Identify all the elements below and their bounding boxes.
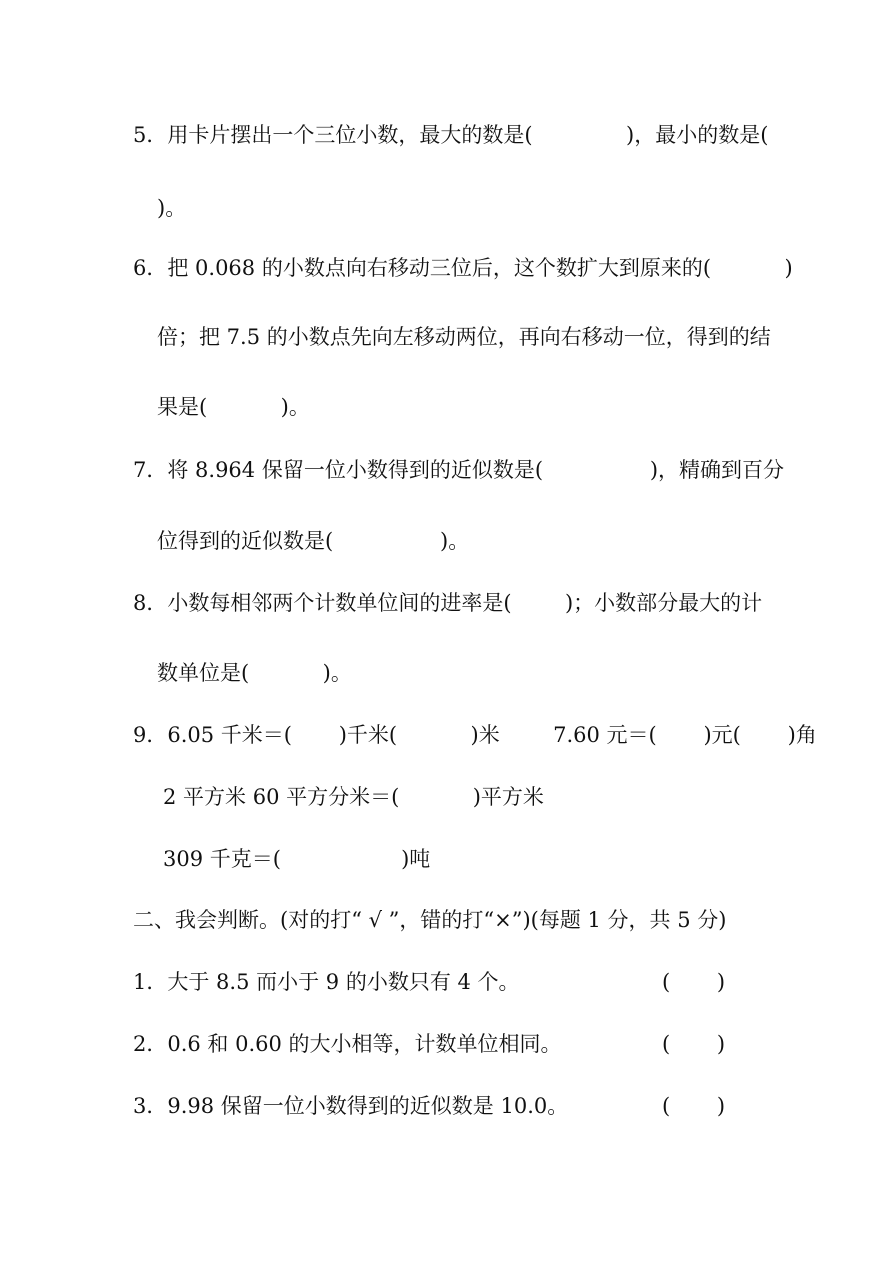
q9-line-3: 309 千克＝( )吨 [163, 847, 431, 871]
q8-line-2: 数单位是( )。 [157, 661, 352, 685]
q9-line-1: 9．6.05 千米＝( )千米( )米 7.60 元＝( )元( )角 [133, 723, 817, 747]
judge-item-3-answer-box[interactable]: ( ) [662, 1094, 726, 1118]
judge-item-1-answer-box[interactable]: ( ) [662, 970, 726, 994]
q7-line-2: 位得到的近似数是( )。 [157, 529, 470, 553]
q8-line-1: 8．小数每相邻两个计数单位间的进率是( )；小数部分最大的计 [133, 591, 763, 615]
judge-item-2: 2．0.6 和 0.60 的大小相等，计数单位相同。 [133, 1032, 562, 1056]
q6-line-2: 倍；把 7.5 的小数点先向左移动两位，再向右移动一位，得到的结 [157, 325, 771, 349]
judge-section-heading: 二、我会判断。(对的打“ √ ”，错的打“×”)(每题 1 分，共 5 分) [133, 908, 727, 932]
q6-line-1: 6．把 0.068 的小数点向右移动三位后，这个数扩大到原来的( ) [133, 256, 793, 280]
q6-line-3: 果是( )。 [157, 395, 310, 419]
q7-line-1: 7．将 8.964 保留一位小数得到的近似数是( )，精确到百分 [133, 458, 785, 482]
judge-item-3: 3．9.98 保留一位小数得到的近似数是 10.0。 [133, 1094, 569, 1118]
judge-item-2-answer-box[interactable]: ( ) [662, 1032, 726, 1056]
q5-line-2: )。 [157, 196, 187, 220]
q5-line-1: 5．用卡片摆出一个三位小数，最大的数是( )，最小的数是( [133, 123, 769, 147]
q9-line-2: 2 平方米 60 平方分米＝( )平方米 [163, 785, 544, 809]
judge-item-1: 1．大于 8.5 而小于 9 的小数只有 4 个。 [133, 970, 520, 994]
